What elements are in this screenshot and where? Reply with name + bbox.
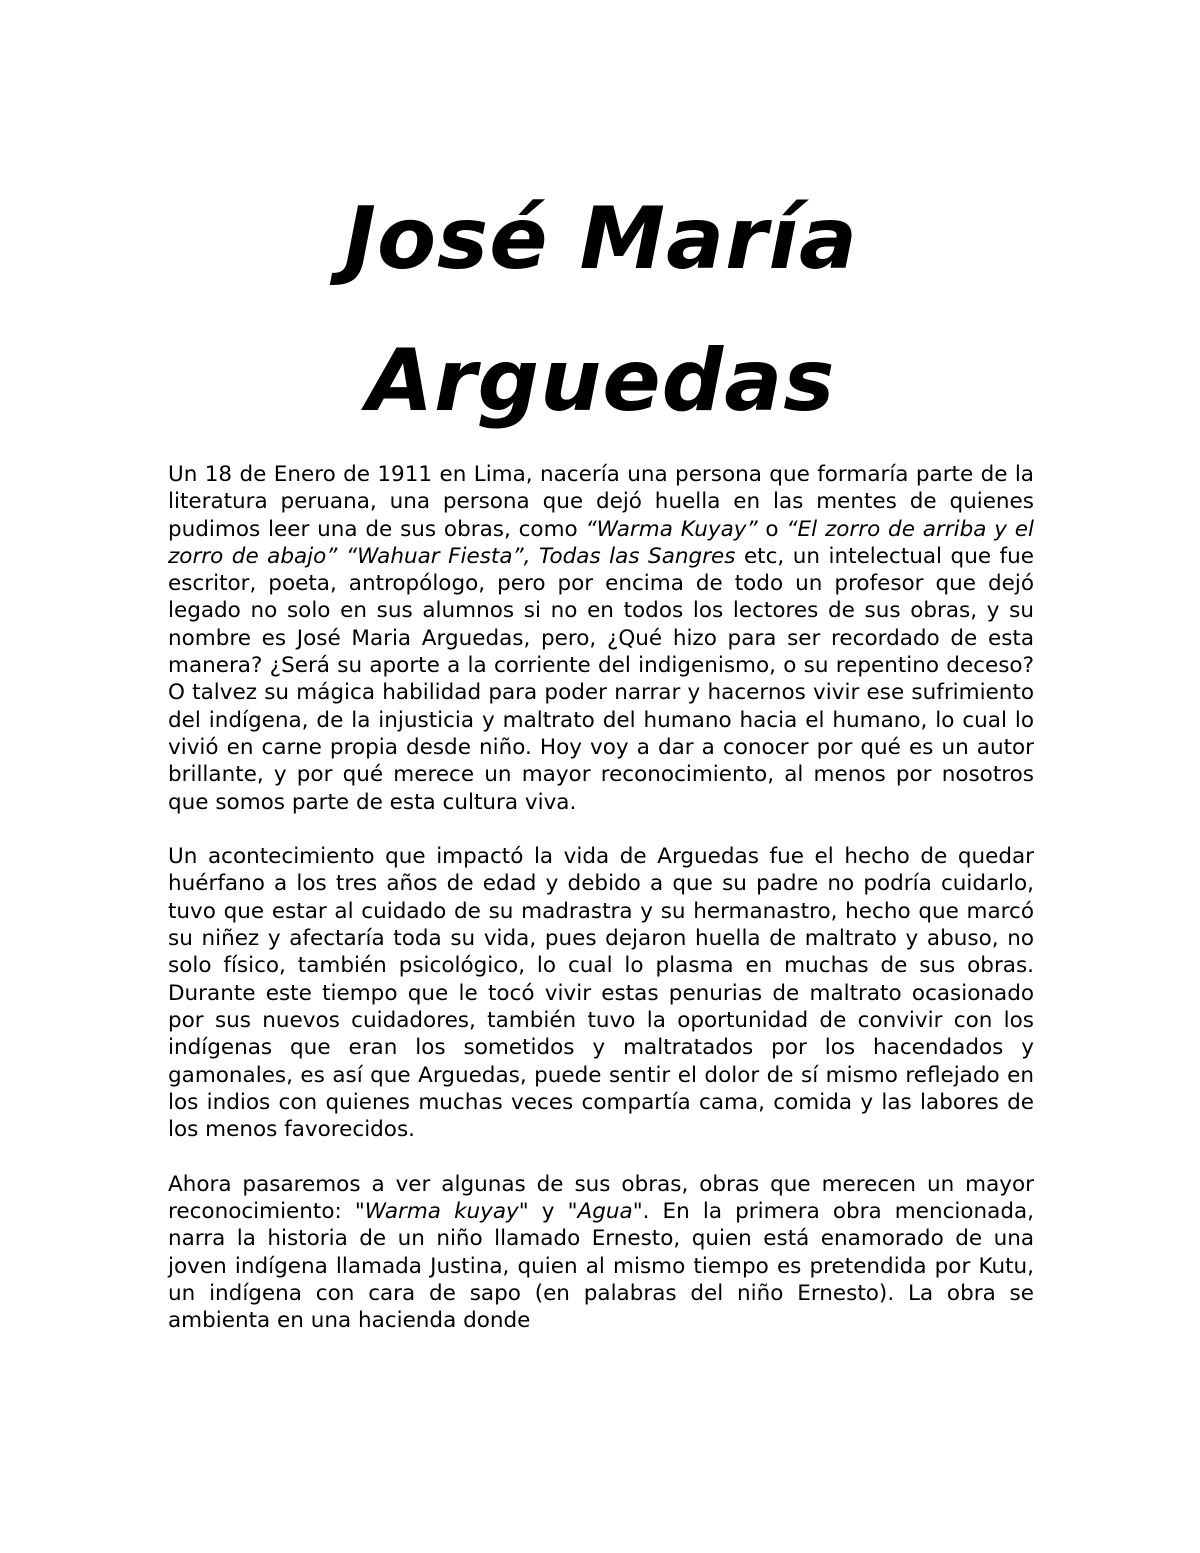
paragraph-works	[168, 1171, 1034, 1335]
paragraph-works-text-3: ". En la primera obra mencionada, narra la historia de un niño llamado Ernesto, quien está enamorado de una joven indígena llamada Justina, quien al mismo tiempo es pretendida por Kutu, un indígena con cara de sapo (en palabras del niño Ernesto). La obra se ambienta en una hacienda donde	[168, 1199, 1035, 1334]
work-title-warma-kuyay-2: Warma kuyay	[364, 1199, 519, 1225]
work-title-warma-kuyay: “Warma Kuyay”	[585, 516, 758, 542]
title-line-1: José María	[343, 189, 859, 289]
paragraph-childhood: Un acontecimiento que impactó la vida de Arguedas fue el hecho de quedar huérfano a los tres años de edad y debido a que su padre no podría cuidarlo, tuvo que estar al cuidado de su madrastra y su hermanastro, hecho que marcó su niñez y afectaría toda su vida, pues dejaron huella de maltrato y abuso, no solo físico, también psicológico, lo cual lo plasma en muchas de sus obras. Durante este tiempo que le tocó vivir estas penurias de maltrato ocasionado por sus nuevos cuidadores, también tuvo la oportunidad de convivir con los indígenas que eran los sometidos y maltratados por los hacendados y gamonales, es así que Arguedas, puede sentir el dolor de sí mismo reflejado en los indios con quienes muchas veces compartía cama, comida y las labores de los menos favorecidos.	[168, 844, 1034, 1143]
document-title	[168, 168, 1034, 452]
document-body	[168, 461, 1034, 1335]
paragraph-works-text-2: " y "	[518, 1199, 578, 1225]
title-line-2: Arguedas	[366, 331, 836, 431]
paragraph-intro-text-2: o	[757, 516, 787, 542]
paragraph-intro	[168, 461, 1034, 816]
work-titles-list: “El zorro de arriba y el zorro de abajo” “Wahuar Fiesta”, Todas las Sangres	[168, 516, 1034, 569]
paragraph-intro-text-1: Un 18 de Enero de 1911 en Lima, nacería una persona que formaría parte de la literatura peruana, una persona que dejó huella en las mentes de quienes pudimos leer una de sus obras, como	[168, 462, 1034, 542]
paragraph-works-text-1: Ahora pasaremos a ver algunas de sus obras, obras que merecen un mayor reconocimiento: "	[168, 1171, 1034, 1225]
paragraph-intro-text-3: etc, un intelectual que fue escritor, poeta, antropólogo, pero por encima de todo un profesor que dejó legado no solo en sus alumnos si no en todos los lectores de sus obras, y su nombre es José Maria Arguedas, pero, ¿Qué hizo para ser recordado de esta manera? ¿Será su aporte a la corriente del indigenismo, o su repentino deceso? O talvez su mágica habilidad para poder narrar y hacernos vivir ese sufrimiento del indígena, de la injusticia y maltrato del humano hacia el humano, lo cual lo vivió en carne propia desde niño. Hoy voy a dar a conocer por qué es un autor brillante, y por qué merece un mayor reconocimiento, al menos por nosotros que somos parte de esta cultura viva.	[168, 543, 1034, 815]
work-title-agua: Agua	[577, 1199, 633, 1225]
